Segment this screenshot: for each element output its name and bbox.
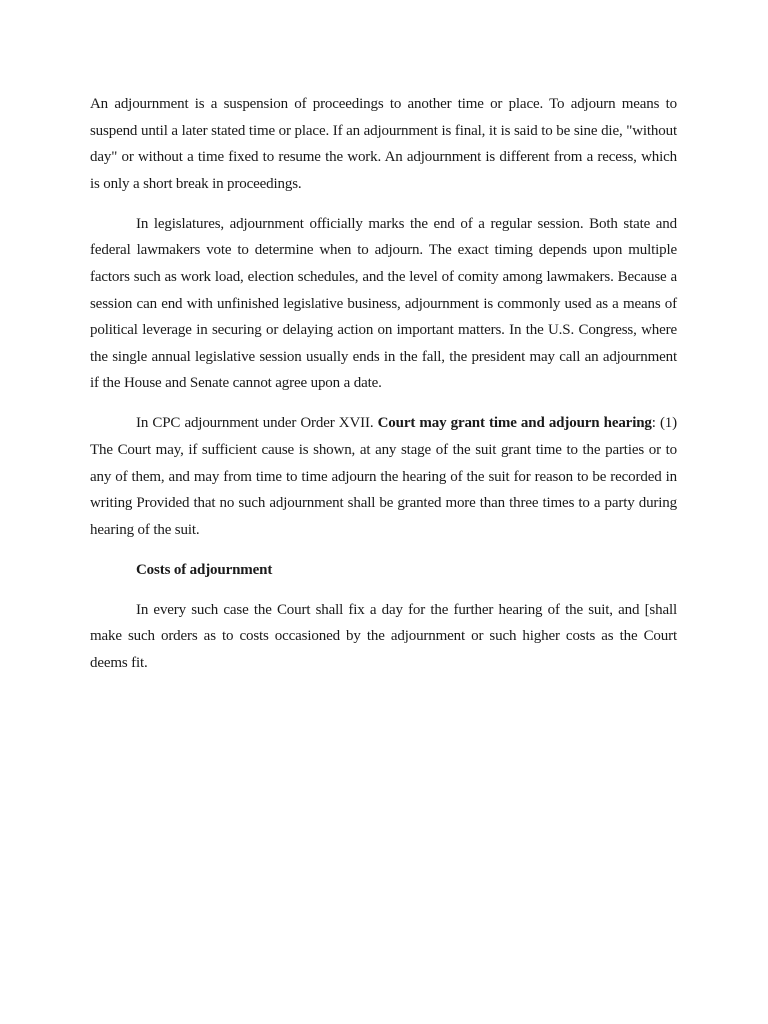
section-heading-costs: Costs of adjournment	[136, 561, 273, 578]
cpc-order-bold-heading: Court may grant time and adjourn hearing	[377, 415, 652, 432]
paragraph-adjournment-definition: An adjournment is a suspension of proceedings to another time or place. To adjourn means to suspend until a later stated time or place. If an adjournment is final, it is said to be sine die, "without day" or without a time fixed to resume the work. An adjournment is different from a recess, which is only a short break in proceedings.	[90, 96, 677, 192]
paragraph-legislatures: In legislatures, adjournment officially marks the end of a regular session. Both state and federal lawmakers vote to determine when to adjourn. The exact timing depends upon multiple factors such as work load, election schedules, and the level of comity among lawmakers. Because a session can end with unfinished legislative business, adjournment is commonly used as a means of political leverage in securing or delaying action on important matters. In the U.S. Congress, where the single annual legislative session usually ends in the fall, the president may call an adjournment if the House and Senate cannot agree upon a date.	[90, 215, 677, 392]
cpc-order-body-text: : (1) The Court may, if sufficient cause is shown, at any stage of the suit grant time to the parties or to any of them, and may from time to time adjourn the hearing of the suit for reason to be recorded in writing Provided that no such adjournment shall be granted more than three times to a party during hearing of the suit.	[90, 415, 678, 538]
paragraph-costs: In every such case the Court shall fix a day for the further hearing of the suit, and [shall make such orders as to costs occasioned by the adjournment or such higher costs as the Court deems fit.	[90, 601, 677, 671]
cpc-order-lead-text: In CPC adjournment under Order XVII.	[136, 415, 378, 432]
paragraph-cpc-order	[90, 410, 677, 543]
document-body	[90, 91, 677, 690]
